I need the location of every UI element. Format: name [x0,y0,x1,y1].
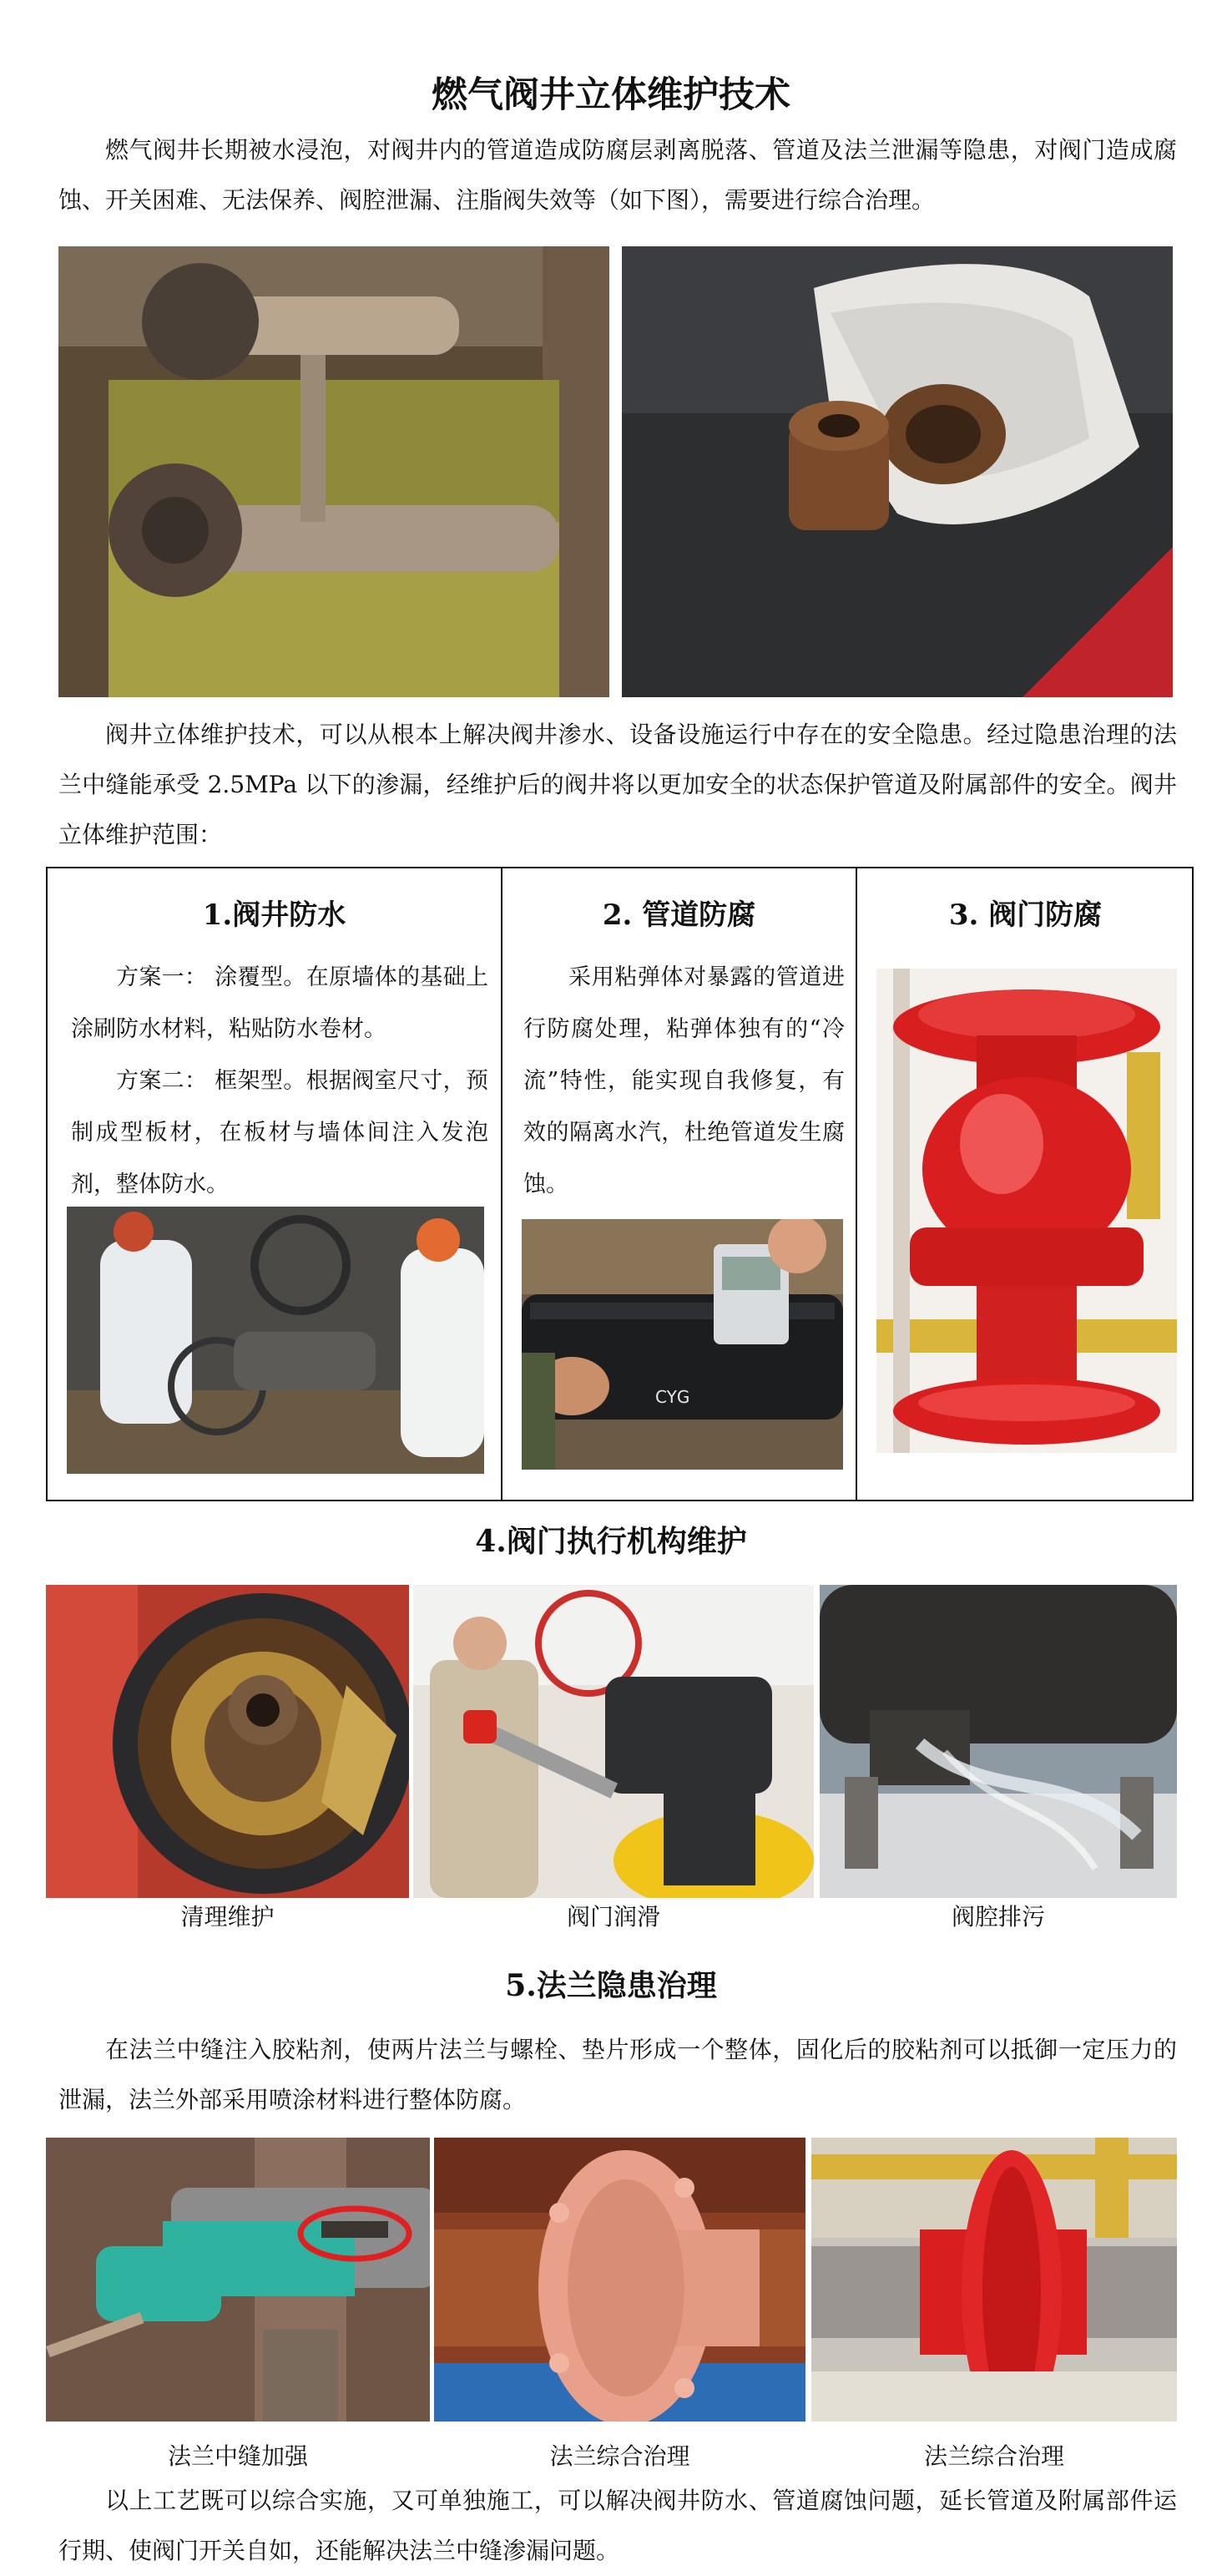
photo-flange-pink-coating [434,2138,805,2422]
column-heading-pipe-anticorrosion: 2. 管道防腐 [602,898,756,932]
photo-actuator-cleaning [46,1585,409,1898]
conclusion-text: 以上工艺既可以综合实施，又可单独施工，可以解决阀井防水、管道腐蚀问题，延长管道及附属部件运行期、使阀门开关自如，还能解决法兰中缝渗漏问题。 [58,2487,1177,2564]
photo-flange-seam-reinforcement [46,2138,430,2422]
photo-red-painted-valve [876,969,1177,1453]
plan-two-text: 方案二： 框架型。根据阀室尺寸，预制成型板材，在板材与墙体间注入发泡剂，整体防水。 [71,1068,488,1197]
column-divider [501,867,502,1501]
column-text-waterproof [71,952,488,1211]
caption-cleaning: 清理维护 [180,1903,275,1931]
scope-paragraph [58,710,1177,860]
photo-valve-lubrication [413,1585,814,1898]
section-4-heading: 4.阀门执行机构维护 [475,1524,747,1559]
intro-paragraph [58,125,1177,225]
viscoelastic-text: 采用粘弹体对暴露的管道进行防腐处理，粘弹体独有的“冷流”特性，能实现自我修复，有效的隔离水汽，杜绝管道发生腐蚀。 [523,964,845,1197]
column-heading-valve-anticorrosion: 3. 阀门防腐 [948,898,1103,932]
photo-corroded-grease-valve [622,246,1173,697]
conclusion-paragraph [58,2476,1177,2576]
caption-flange-treatment-2: 法兰综合治理 [923,2442,1064,2470]
intro-text: 燃气阀井长期被水浸泡，对阀井内的管道造成防腐层剥离脱落、管道及法兰泄漏等隐患，对阀门造成腐蚀、开关困难、无法保养、阀腔泄漏、注脂阀失效等（如下图），需要进行综合治理。 [58,136,1177,214]
plan-one-text: 方案一： 涂覆型。在原墙体的基础上涂刷防水材料，粘贴防水卷材。 [71,964,488,1042]
section-5-paragraph [58,2025,1177,2125]
caption-cavity-drain: 阀腔排污 [951,1903,1045,1931]
column-divider [856,867,857,1501]
photo-viscoelastic-wrap [522,1219,843,1470]
section-5-heading: 5.法兰隐患治理 [505,1968,717,2003]
flange-treatment-text: 在法兰中缝注入胶粘剂，使两片法兰与螺栓、垫片形成一个整体，固化后的胶粘剂可以抵御一定压力的泄漏，法兰外部采用喷涂材料进行整体防腐。 [58,2036,1177,2113]
caption-flange-seam: 法兰中缝加强 [167,2442,308,2470]
column-text-pipe-anticorrosion [523,952,845,1211]
photo-valve-cavity-drain [820,1585,1177,1898]
scope-text: 阀井立体维护技术，可以从根本上解决阀井渗水、设备设施运行中存在的安全隐患。经过隐患治理的法兰中缝能承受 2.5MPa 以下的渗漏，经维护后的阀井将以更加安全的状态保护管道及附属部件的安全。阀井立体维护范围： [58,721,1177,848]
photo-flange-red-coating [811,2138,1177,2422]
photo-waterproof-work [67,1207,484,1474]
caption-lubrication: 阀门润滑 [566,1903,660,1931]
column-heading-waterproof: 1.阀井防水 [202,898,346,932]
page-title: 燃气阀井立体维护技术 [432,74,790,116]
caption-flange-treatment-1: 法兰综合治理 [549,2442,690,2470]
cyg-brand-label: CYG [655,1387,690,1407]
photo-flooded-valve-well [58,246,609,697]
